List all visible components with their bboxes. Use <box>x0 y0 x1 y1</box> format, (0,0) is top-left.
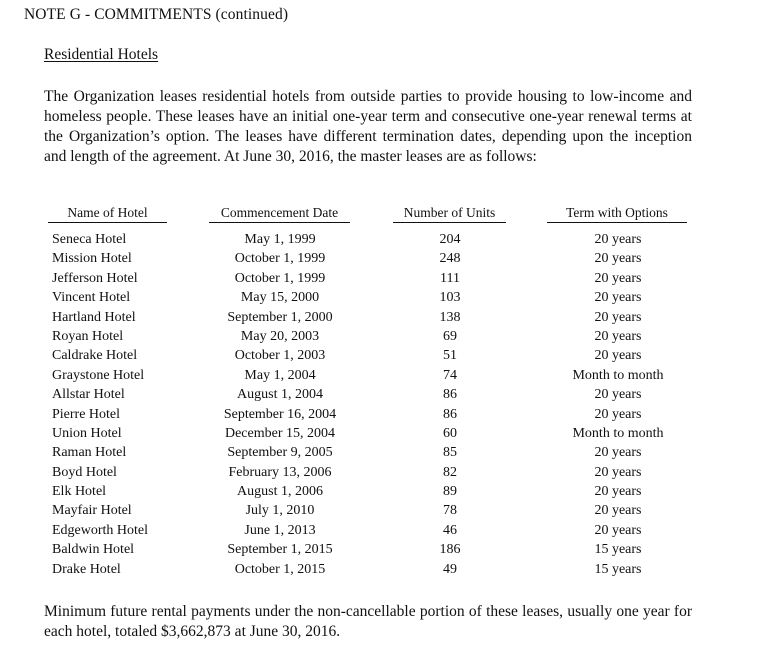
hotel-name: Union Hotel <box>52 425 122 441</box>
term-with-options: 15 years <box>594 561 642 577</box>
unit-count: 51 <box>443 348 457 364</box>
term-with-options: 20 years <box>594 309 642 325</box>
header-name: Name of Hotel <box>48 205 167 223</box>
term-with-options: Month to month <box>572 425 664 441</box>
table-row <box>0 426 768 445</box>
term-with-options: 15 years <box>594 542 642 558</box>
table-row <box>0 523 768 542</box>
term-with-options: Month to month <box>572 367 664 383</box>
table-row <box>0 368 768 387</box>
hotel-name: Edgeworth Hotel <box>52 522 149 538</box>
hotel-name: Vincent Hotel <box>52 290 131 306</box>
hotel-name: Pierre Hotel <box>52 406 121 422</box>
unit-count: 186 <box>439 542 461 558</box>
hotel-name: Mayfair Hotel <box>52 503 132 519</box>
unit-count: 138 <box>439 309 461 325</box>
unit-count: 86 <box>443 406 457 422</box>
header-date: Commencement Date <box>209 205 350 223</box>
commencement-date: September 1, 2015 <box>227 542 333 558</box>
hotel-name: Drake Hotel <box>52 561 121 577</box>
unit-count: 103 <box>439 290 461 306</box>
commencement-date: October 1, 2015 <box>234 561 326 577</box>
unit-count: 204 <box>439 232 461 247</box>
term-with-options: 20 years <box>594 445 642 461</box>
commencement-date: December 15, 2004 <box>224 425 336 441</box>
unit-count: 69 <box>443 328 457 344</box>
hotel-name: Boyd Hotel <box>52 464 117 480</box>
table-row <box>0 271 768 290</box>
header-units: Number of Units <box>393 205 506 223</box>
unit-count: 82 <box>443 464 457 480</box>
commencement-date: May 1, 2004 <box>244 367 316 383</box>
unit-count: 78 <box>443 503 457 519</box>
unit-count: 46 <box>443 522 457 538</box>
table-row <box>0 387 768 406</box>
hotel-name: Hartland Hotel <box>52 309 136 325</box>
unit-count: 89 <box>443 484 457 500</box>
header-term: Term with Options <box>547 205 687 223</box>
table-row <box>0 407 768 426</box>
table-row <box>0 348 768 367</box>
table-row <box>0 232 768 251</box>
unit-count: 248 <box>439 251 461 267</box>
commencement-date: June 1, 2013 <box>244 522 316 538</box>
commencement-date: May 20, 2003 <box>240 328 320 344</box>
unit-count: 74 <box>443 367 457 383</box>
lease-table <box>0 232 768 581</box>
hotel-name: Allstar Hotel <box>52 387 125 403</box>
commencement-date: October 1, 1999 <box>234 251 326 267</box>
hotel-name: Elk Hotel <box>52 484 107 500</box>
hotel-name: Seneca Hotel <box>52 232 127 247</box>
hotel-name: Graystone Hotel <box>52 367 145 383</box>
table-row <box>0 290 768 309</box>
term-with-options: 20 years <box>594 348 642 364</box>
term-with-options: 20 years <box>594 522 642 538</box>
unit-count: 86 <box>443 387 457 403</box>
commencement-date: September 16, 2004 <box>223 406 337 422</box>
term-with-options: 20 years <box>594 328 642 344</box>
section-title: Residential Hotels <box>44 46 159 63</box>
commencement-date: September 9, 2005 <box>227 445 333 461</box>
term-with-options: 20 years <box>594 484 642 500</box>
commencement-date: September 1, 2000 <box>227 309 333 325</box>
hotel-name: Royan Hotel <box>52 328 124 344</box>
table-row <box>0 310 768 329</box>
term-with-options: 20 years <box>594 464 642 480</box>
table-row <box>0 484 768 503</box>
term-with-options: 20 years <box>594 290 642 306</box>
footer-paragraph: Minimum future rental payments under the non-cancellable portion of these leases, usually one year for each hotel, totaled $3,662,873 at June 30, 2016. <box>44 603 692 640</box>
hotel-name: Mission Hotel <box>52 251 132 267</box>
commencement-date: July 1, 2010 <box>245 503 315 519</box>
term-with-options: 20 years <box>594 387 642 403</box>
intro-paragraph: The Organization leases residential hotels from outside parties to provide housing to low-income and homeless people. These leases have an initial one-year term and consecutive one-year renewal terms at the Organization’s option. The leases have different termination dates, depending upon the inception and length of the agreement. At June 30, 2016, the master leases are as follows: <box>44 88 692 165</box>
table-row <box>0 562 768 581</box>
commencement-date: August 1, 2004 <box>237 387 323 403</box>
unit-count: 85 <box>443 445 457 461</box>
commencement-date: October 1, 2003 <box>234 348 326 364</box>
unit-count: 49 <box>443 561 457 577</box>
term-with-options: 20 years <box>594 270 642 286</box>
term-with-options: 20 years <box>594 406 642 422</box>
note-title: NOTE G - COMMITMENTS (continued) <box>24 6 289 23</box>
hotel-name: Baldwin Hotel <box>52 542 135 558</box>
table-row <box>0 465 768 484</box>
commencement-date: May 15, 2000 <box>240 290 320 306</box>
commencement-date: August 1, 2006 <box>237 484 323 500</box>
table-row <box>0 542 768 561</box>
commencement-date: May 1, 1999 <box>244 232 316 247</box>
table-row <box>0 251 768 270</box>
table-row <box>0 329 768 348</box>
table-row <box>0 503 768 522</box>
hotel-name: Raman Hotel <box>52 445 127 461</box>
hotel-name: Caldrake Hotel <box>52 348 138 364</box>
commencement-date: February 13, 2006 <box>228 464 332 480</box>
hotel-name: Jefferson Hotel <box>52 270 138 286</box>
commencement-date: October 1, 1999 <box>234 270 326 286</box>
term-with-options: 20 years <box>594 232 642 247</box>
term-with-options: 20 years <box>594 503 642 519</box>
unit-count: 60 <box>443 425 457 441</box>
term-with-options: 20 years <box>594 251 642 267</box>
unit-count: 111 <box>440 270 460 286</box>
table-row <box>0 445 768 464</box>
